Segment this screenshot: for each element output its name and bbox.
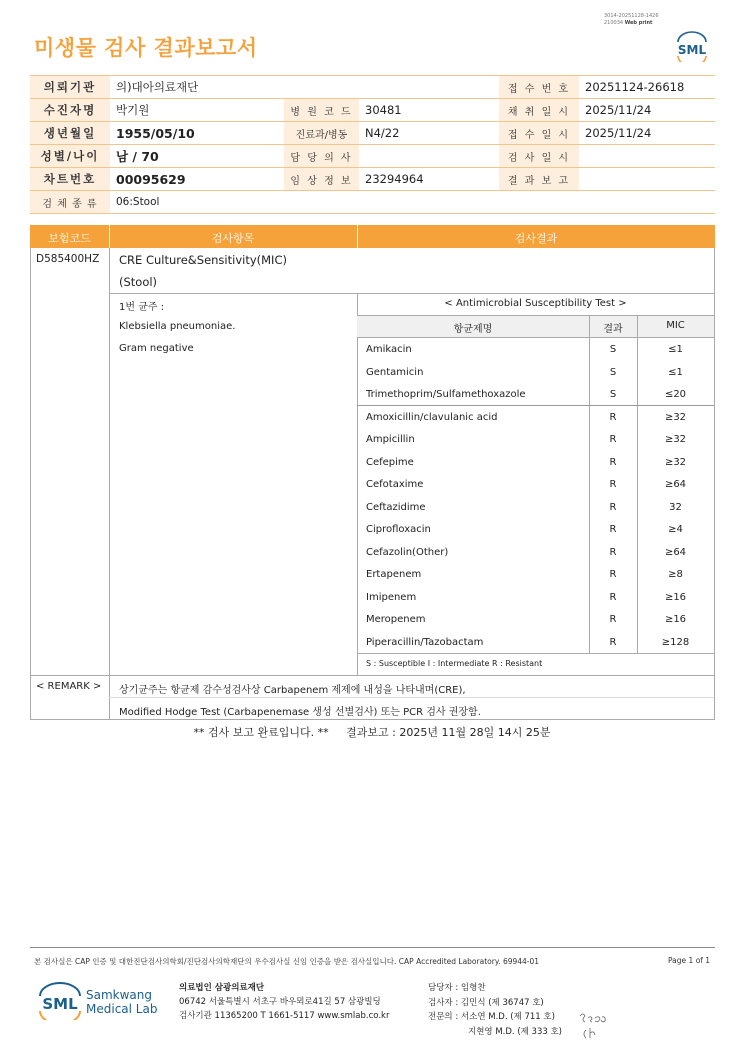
chart-label: 차트번호 [30,168,110,191]
sex-age-label: 성별/나이 [30,145,110,168]
staff4-name: 지현영 M.D. (제 333 호) [468,1026,563,1037]
test-item-specimen: (Stool) [119,275,158,289]
sml-footer-logo [36,980,84,1020]
ast-row [357,364,714,386]
ast-mic: ≤20 [664,389,687,400]
birth-value: 1955/05/10 [110,122,284,145]
receipt-no-label: 접 수 번 호 [499,76,579,99]
lab-name-1: Samkwang [86,988,152,1002]
receipt-date-value: 2025/11/24 [579,122,715,145]
ast-result: R [609,546,617,558]
hospital-code-value: 30481 [359,99,499,122]
ast-result: R [609,569,617,580]
ast-mic: ≤1 [668,344,683,355]
ast-result: R [609,411,617,423]
lab-brand [86,988,157,1016]
ast-drug: Cefotaxime [366,479,424,490]
test-date-value [579,145,715,168]
ast-row [357,454,714,476]
ast-result: R [609,501,617,513]
ast-row [357,634,714,656]
ast-result: R [609,591,617,603]
page-number: Page 1 of 1 [668,956,711,965]
collection-date-value: 2025/11/24 [579,99,715,122]
patient-info-table [30,75,715,214]
gram-stain: Gram negative [119,343,194,354]
staff-block [428,981,562,1039]
ast-result: R [609,636,617,648]
lab-name-2: Medical Lab [86,1002,158,1016]
hospital-code-label: 병 원 코 드 [284,99,359,122]
ast-result: R [609,614,617,625]
webprint-stamp [604,13,659,27]
ast-drug: Meropenem [366,614,426,625]
requester-label: 의뢰기관 [30,76,110,99]
receipt-no-value: 20251124-26618 [579,76,715,99]
ast-drug: Amoxicillin/clavulanic acid [366,411,498,423]
ast-row [357,589,714,611]
chart-value: 00095629 [110,168,284,191]
ast-row [357,521,714,543]
doctor-value [359,145,499,168]
ast-row [357,341,714,363]
ast-row [357,409,714,431]
webprint-code: 210034 [604,20,624,26]
sml-footer-logo-text: SML [42,995,78,1013]
ast-row [357,544,714,566]
ast-drug: Imipenem [366,591,417,603]
test-date-label: 검 사 일 시 [499,145,579,168]
ast-row [357,499,714,521]
ast-drug: Ampicillin [366,434,415,445]
col-result-header: 검사결과 [514,232,558,245]
ast-mic: ≥16 [664,591,687,603]
results-header [30,225,715,248]
organism-number: 1번 균주 : [119,302,165,313]
ast-row [357,386,714,408]
specimen-value: 06:Stool [110,191,715,214]
completion-notice: ** 검사 보고 완료입니다. ** 결과보고 : 2025년 11월 28일 14시 25분 [193,726,551,739]
staff1-label: 담당자 : [428,983,459,993]
insurance-code: D585400HZ [36,253,100,265]
ast-mic: 32 [669,501,682,513]
col-code-header: 보험코드 [48,232,91,245]
test-item-name: CRE Culture&Sensitivity(MIC) [119,253,287,267]
ast-result: R [609,456,617,468]
certification-text: 본 검사실은 CAP 인증 및 대한진단검사의학회/진단검사의학재단의 우수검사실 신임 인증을 받은 검사실입니다. CAP Accredited Laboratory. 69944-01 [34,957,540,966]
report-title: 미생물 검사 결과보고서 [34,36,258,60]
ast-col-result: 결과 [603,324,623,335]
ast-mic: ≥128 [661,636,690,648]
dept-value: N4/22 [359,122,499,145]
lab-address: 06742 서울특별시 서초구 바우뫼로41길 57 삼광빌딩 [179,997,381,1007]
ast-mic: ≥32 [664,456,687,468]
ast-col-drug: 항균제명 [453,324,493,335]
col-item-header: 검사항목 [211,232,255,245]
lab-org: 의료법인 삼광의료재단 [179,983,265,993]
dept-label: 진료과/병동 [284,122,359,145]
ast-col-mic: MIC [666,320,685,331]
clinical-label: 임 상 정 보 [284,168,359,191]
collection-date-label: 채 취 일 시 [499,99,579,122]
staff2-label: 검사자 : [428,997,459,1008]
patient-value: 박기원 [110,99,284,122]
clinical-value: 23294964 [359,168,499,191]
birth-label: 생년월일 [30,122,110,145]
ast-result: S [609,344,617,355]
ast-row [357,476,714,498]
ast-mic: ≥32 [664,411,687,423]
lab-address-block [179,981,389,1023]
sex-age-value: 남 / 70 [110,145,284,168]
remark-label: < REMARK > [36,681,102,692]
webprint-label: Web print [624,20,653,26]
staff3-label: 전문의 : [428,1012,459,1022]
ast-title: < Antimicrobial Susceptibility Test > [444,298,627,309]
ast-mic: ≥4 [668,524,683,535]
ast-result: R [609,434,617,445]
ast-mic: ≥64 [664,546,687,558]
staff1-name: 임형찬 [460,983,486,993]
ast-drug: Gentamicin [366,366,424,378]
ast-row [357,566,714,588]
ast-mic: ≥8 [668,569,683,580]
ast-legend: S : Susceptible I : Intermediate R : Resistant [366,659,543,668]
ast-header-row [357,316,714,337]
ast-mic: ≤1 [668,366,683,378]
ast-result: R [609,479,617,490]
ast-result: R [609,524,617,535]
staff3-name: 서소연 M.D. (제 711 호) [460,1012,555,1022]
organism-name: Klebsiella pneumoniae. [119,321,236,332]
receipt-date-label: 접 수 일 시 [499,122,579,145]
ast-drug: Cefepime [366,456,414,468]
report-value [579,168,715,191]
specimen-label: 검 체 종 류 [30,191,110,214]
results-body [30,248,715,720]
patient-label: 수진자명 [30,99,110,122]
ast-row [357,431,714,453]
remark-line-1: 상기균주는 항균제 감수성검사상 Carbapenem 제제에 내성을 나타내며(CRE), [119,685,466,696]
ast-drug: Ceftazidime [366,501,426,513]
ast-result: S [609,366,617,378]
report-label: 결 과 보 고 [499,168,579,191]
remark-line-2: Modified Hodge Test (Carbapenemase 생성 선별검사) 또는 PCR 검사 권장함. [119,707,481,718]
ast-mic: ≥16 [664,614,687,625]
ast-drug: Piperacillin/Tazobactam [366,636,484,648]
sml-logo [672,30,712,62]
ast-drug: Cefazolin(Other) [366,546,449,558]
ast-drug: Ertapenem [366,569,422,580]
webprint-id: 3014-20251128-1426 [604,13,659,19]
ast-table [357,293,714,675]
lab-contact: 검사기관 11365200 T 1661-5117 www.smlab.co.kr [179,1011,390,1021]
doctor-label: 담 당 의 사 [284,145,359,168]
sml-logo-text: SML [677,43,707,57]
ast-mic: ≥64 [664,479,687,490]
signature-image [576,1008,610,1040]
ast-result: S [609,389,617,400]
footer-divider [30,947,715,948]
ast-row [357,611,714,633]
ast-drug: Trimethoprim/Sulfamethoxazole [366,389,526,400]
staff2-name: 김민식 (제 36747 호) [460,997,544,1008]
ast-drug: Amikacin [366,344,412,355]
ast-drug: Ciprofloxacin [366,524,431,535]
ast-mic: ≥32 [664,434,687,445]
requester-value: 의)대아의료재단 [110,76,499,99]
